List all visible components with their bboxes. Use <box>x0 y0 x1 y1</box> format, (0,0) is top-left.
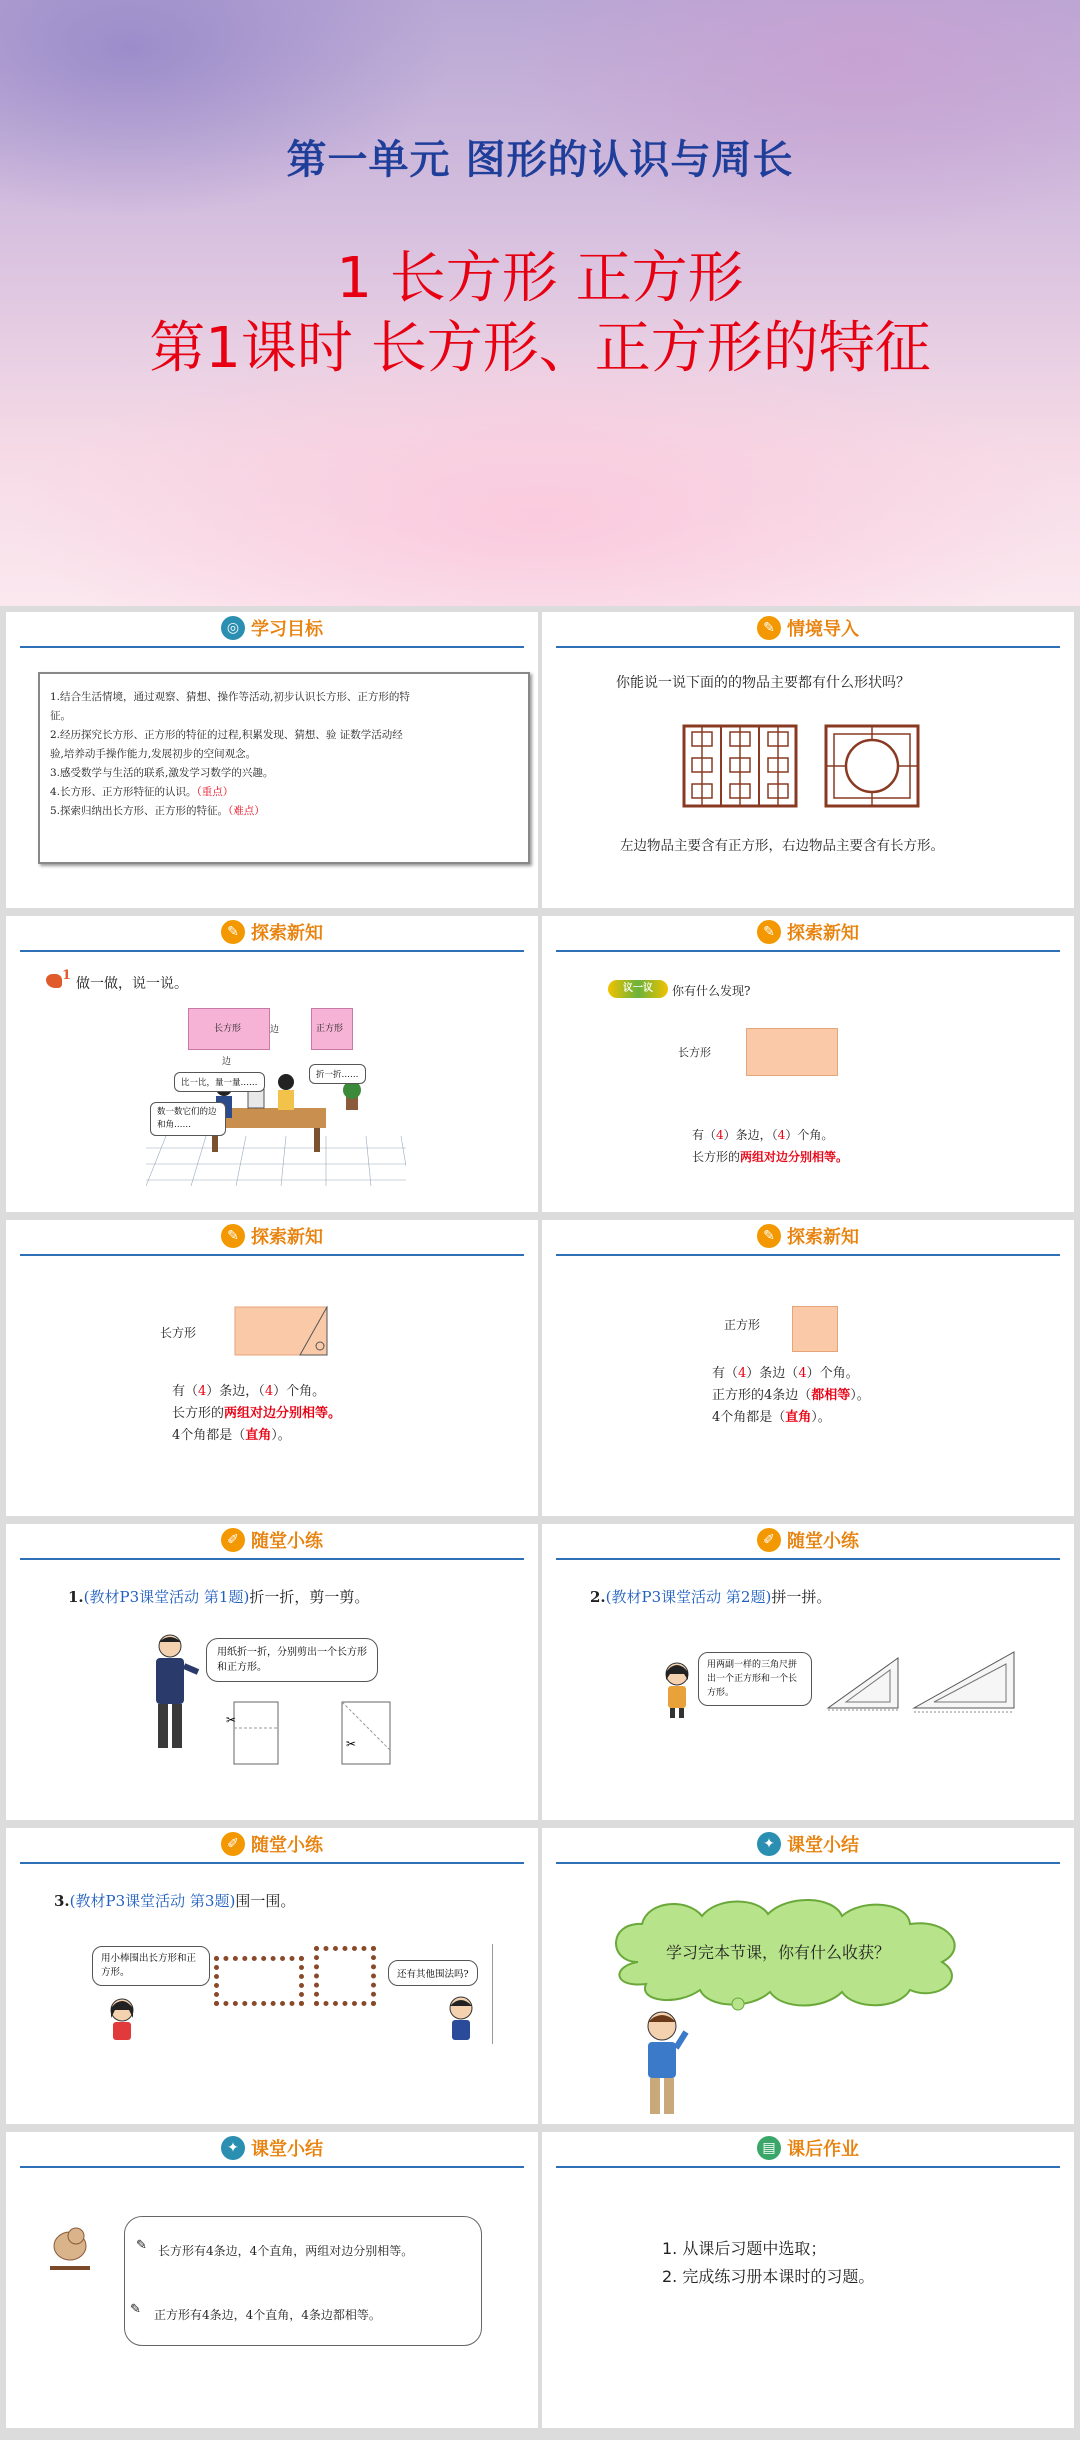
pencil-icon: ✎ <box>757 1224 781 1248</box>
step-number: 1 <box>62 968 72 983</box>
right-angle-line: 4个角都是（直角）。 <box>172 1428 291 1443</box>
svg-text:✂: ✂ <box>346 1737 357 1751</box>
slide-header: ▤ 课后作业 <box>542 2132 1074 2162</box>
speech-bubble: 比一比，量一量…… <box>174 1072 265 1092</box>
slide-header: ✦ 课堂小结 <box>542 1828 1074 1858</box>
slide-practice-3[interactable] <box>6 1828 538 2124</box>
student-icon: ✐ <box>757 1528 781 1552</box>
summary-rectangle: 长方形有4条边，4个直角，两组对边分别相等。 <box>158 2244 414 2258</box>
lattice-window-left <box>682 724 798 808</box>
slide-header: ✎ 探索新知 <box>6 1220 538 1250</box>
edges-angles-line: 有（4）条边，（4）个角。 <box>172 1384 326 1399</box>
discuss-badge: 议一议 <box>608 980 668 998</box>
slide-header: ✎ 探索新知 <box>6 916 538 946</box>
summary-square: 正方形有4条边，4个直角，4条边都相等。 <box>154 2308 381 2322</box>
unit-title: 第一单元 图形的认识与周长 <box>286 137 794 183</box>
lightbulb-icon: ✦ <box>757 1832 781 1856</box>
header-rule <box>556 950 1060 952</box>
speech-bubble: 用两副一样的三角尺拼出一个正方形和一个长方形。 <box>698 1652 812 1706</box>
pencil-icon: ✎ <box>221 1224 245 1248</box>
stick-square <box>314 1946 376 2006</box>
slide-explore-3[interactable] <box>6 1220 538 1516</box>
exercise-line: 3.(教材P3课堂活动 第3题)围一围。 <box>54 1892 296 1910</box>
header-rule <box>20 2166 524 2168</box>
task-heading: 做一做，说一说。 <box>76 976 188 992</box>
goal-line: 3.感受数学与生活的联系,激发学习数学的兴趣。 <box>50 767 274 779</box>
equal-sides-line: 正方形的4条边（都相等）。 <box>712 1388 870 1403</box>
edge-label: 边 <box>222 1057 232 1067</box>
svg-text:✂: ✂ <box>226 1713 237 1727</box>
slide-header: ✎ 情境导入 <box>542 612 1074 642</box>
target-icon: ◎ <box>221 616 245 640</box>
slide-header: ✐ 随堂小练 <box>542 1524 1074 1554</box>
book-icon: ▤ <box>757 2136 781 2160</box>
pencil-icon: ✎ <box>136 2238 147 2253</box>
bulb-icon: ✎ <box>757 616 781 640</box>
boy-thinking-figure <box>630 2008 700 2118</box>
student-icon: ✐ <box>221 1832 245 1856</box>
speech-bubble: 折一折…… <box>309 1064 366 1084</box>
lesson-title: 1 长方形 正方形 <box>336 246 744 311</box>
rectangle-label: 长方形 <box>214 1024 242 1034</box>
goals-box <box>38 672 530 864</box>
speech-bubble: 还有其他围法吗? <box>388 1960 478 1986</box>
girl-figure <box>106 1996 138 2042</box>
boy-figure <box>444 1994 478 2042</box>
summary-question: 学习完本节课，你有什么收获？ <box>666 1943 891 1962</box>
rectangle-with-triangle <box>234 1306 330 1358</box>
bird-illustration <box>46 2218 94 2278</box>
slide-summary-2[interactable] <box>6 2132 538 2428</box>
goal-line: 2.经历探究长方形、正方形的特征的过程,积累发现、猜想、验 证数学活动经 <box>50 729 403 741</box>
slide-practice-1[interactable] <box>6 1524 538 1820</box>
intro-question: 你能说一说下面的的物品主要都有什么形状吗？ <box>616 675 910 691</box>
header-rule <box>556 2166 1060 2168</box>
slide-header: ✎ 探索新知 <box>542 916 1074 946</box>
intro-answer: 左边物品主要含有正方形，右边物品主要含有长方形。 <box>620 838 944 854</box>
speech-bubble: 用小棒围出长方形和正方形。 <box>92 1946 210 1986</box>
slide-homework[interactable] <box>542 2132 1074 2428</box>
girl-figure <box>660 1660 694 1720</box>
slide-explore-2[interactable] <box>542 916 1074 1212</box>
header-rule <box>20 950 524 952</box>
slide-header: ✐ 随堂小练 <box>6 1524 538 1554</box>
opposite-sides-line: 长方形的两组对边分别相等。 <box>692 1150 849 1164</box>
header-rule <box>20 1862 524 1864</box>
slide-introduction[interactable] <box>542 612 1074 908</box>
homework-item: 2. 完成练习册本课时的习题。 <box>662 2267 875 2286</box>
speech-bubble: 数一数它们的边和角…… <box>150 1102 226 1136</box>
teacher-figure <box>142 1632 202 1752</box>
homework-item: 1. 从课后习题中选取； <box>662 2239 827 2258</box>
slide-header: ✎ 探索新知 <box>542 1220 1074 1250</box>
period-title: 第1课时 长方形、正方形的特征 <box>149 316 931 381</box>
opposite-sides-line: 长方形的两组对边分别相等。 <box>172 1406 342 1421</box>
edges-angles-line: 有（4）条边，（4）个角。 <box>692 1128 834 1142</box>
speech-bubble: 用纸折一折，分别剪出一个长方形和正方形。 <box>206 1638 378 1682</box>
slide-summary-1[interactable] <box>542 1828 1074 2124</box>
square-label: 正方形 <box>316 1024 344 1034</box>
goal-line: 4.长方形、正方形特征的认识。（重点） <box>50 786 234 798</box>
slide-header: ✦ 课堂小结 <box>6 2132 538 2162</box>
slide-explore-1[interactable] <box>6 916 538 1212</box>
slide-explore-4[interactable] <box>542 1220 1074 1516</box>
goal-line: 征。 <box>50 710 71 722</box>
student-icon: ✐ <box>221 1528 245 1552</box>
slide-learning-goals[interactable] <box>6 612 538 908</box>
square-shape <box>792 1306 838 1352</box>
pencil-icon: ✎ <box>757 920 781 944</box>
exercise-line: 2.(教材P3课堂活动 第2题)拼一拼。 <box>590 1588 832 1606</box>
header-rule <box>20 646 524 648</box>
triangle-rulers <box>824 1648 1024 1718</box>
goal-line: 1.结合生活情境，通过观察、猜想、操作等活动,初步认识长方形、正方形的特 <box>50 691 410 703</box>
stick-rectangle <box>214 1956 304 2006</box>
title-banner <box>0 0 1080 606</box>
pencil-icon: ✎ <box>221 920 245 944</box>
edge-label: 边 <box>270 1025 280 1035</box>
slide-header: ✐ 随堂小练 <box>6 1828 538 1858</box>
folded-paper-1 <box>226 1698 286 1768</box>
divider <box>492 1944 493 2044</box>
shape-label: 长方形 <box>678 1046 711 1059</box>
header-rule <box>556 646 1060 648</box>
slide-practice-2[interactable] <box>542 1524 1074 1820</box>
discuss-prompt: 你有什么发现? <box>672 984 751 998</box>
shape-label: 正方形 <box>724 1318 761 1332</box>
header-rule <box>20 1254 524 1256</box>
header-rule <box>556 1862 1060 1864</box>
header-rule <box>20 1558 524 1560</box>
shrimp-icon <box>46 974 62 988</box>
folded-paper-2 <box>336 1698 396 1768</box>
goal-line: 5.探索归纳出长方形、正方形的特征。（难点） <box>50 805 265 817</box>
lightbulb-icon: ✦ <box>221 2136 245 2160</box>
rectangle-shape <box>746 1028 838 1076</box>
slide-header: ◎ 学习目标 <box>6 612 538 642</box>
exercise-line: 1.(教材P3课堂活动 第1题)折一折，剪一剪。 <box>68 1588 370 1606</box>
header-rule <box>556 1254 1060 1256</box>
summary-box <box>124 2216 482 2346</box>
goal-line: 验,培养动手操作能力,发展初步的空间观念。 <box>50 748 257 760</box>
edges-angles-line: 有（4）条边（4）个角。 <box>712 1366 859 1381</box>
header-rule <box>556 1558 1060 1560</box>
pencil-icon: ✎ <box>130 2302 141 2317</box>
lattice-window-right <box>824 724 920 808</box>
right-angle-line: 4个角都是（直角）。 <box>712 1410 831 1425</box>
shape-label: 长方形 <box>160 1326 197 1340</box>
